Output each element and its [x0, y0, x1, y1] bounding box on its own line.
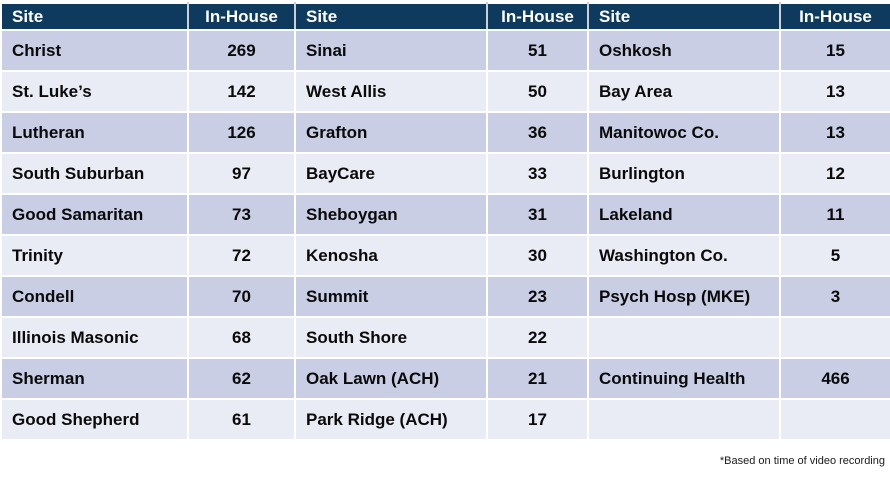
table-row	[1, 30, 890, 71]
column-header-inhouse: In-House	[780, 3, 890, 30]
site-cell: South Shore	[295, 317, 487, 358]
value-cell: 33	[487, 153, 588, 194]
table-row	[1, 358, 890, 399]
site-cell: Bay Area	[588, 71, 780, 112]
value-cell: 62	[188, 358, 295, 399]
site-cell: Illinois Masonic	[1, 317, 188, 358]
site-cell: St. Luke’s	[1, 71, 188, 112]
value-cell: 22	[487, 317, 588, 358]
value-cell: 73	[188, 194, 295, 235]
column-header-inhouse: In-House	[487, 3, 588, 30]
site-cell: Good Shepherd	[1, 399, 188, 440]
site-cell: Washington Co.	[588, 235, 780, 276]
value-cell	[780, 399, 890, 440]
value-cell: 70	[188, 276, 295, 317]
site-cell: Oak Lawn (ACH)	[295, 358, 487, 399]
value-cell: 11	[780, 194, 890, 235]
table-row	[1, 153, 890, 194]
site-cell: Summit	[295, 276, 487, 317]
value-cell: 50	[487, 71, 588, 112]
footnote: *Based on time of video recording	[719, 455, 885, 467]
value-cell: 72	[188, 235, 295, 276]
value-cell: 142	[188, 71, 295, 112]
value-cell	[780, 317, 890, 358]
site-cell: Park Ridge (ACH)	[295, 399, 487, 440]
value-cell: 31	[487, 194, 588, 235]
value-cell: 51	[487, 30, 588, 71]
site-cell: Trinity	[1, 235, 188, 276]
site-cell: Psych Hosp (MKE)	[588, 276, 780, 317]
value-cell: 126	[188, 112, 295, 153]
column-header-site: Site	[588, 3, 780, 30]
table-row	[1, 112, 890, 153]
site-cell: Sheboygan	[295, 194, 487, 235]
column-header-site: Site	[295, 3, 487, 30]
site-cell: Continuing Health	[588, 358, 780, 399]
value-cell: 36	[487, 112, 588, 153]
table-row	[1, 194, 890, 235]
site-cell	[588, 317, 780, 358]
site-cell: Burlington	[588, 153, 780, 194]
site-cell: Kenosha	[295, 235, 487, 276]
value-cell: 97	[188, 153, 295, 194]
inhouse-census-table	[0, 2, 890, 441]
value-cell: 30	[487, 235, 588, 276]
site-cell	[588, 399, 780, 440]
site-cell: Good Samaritan	[1, 194, 188, 235]
value-cell: 23	[487, 276, 588, 317]
value-cell: 13	[780, 71, 890, 112]
table-header-row	[1, 3, 890, 30]
table-row	[1, 276, 890, 317]
value-cell: 68	[188, 317, 295, 358]
value-cell: 15	[780, 30, 890, 71]
table-row	[1, 399, 890, 440]
value-cell: 13	[780, 112, 890, 153]
site-cell: Sinai	[295, 30, 487, 71]
value-cell: 3	[780, 276, 890, 317]
site-cell: Christ	[1, 30, 188, 71]
value-cell: 12	[780, 153, 890, 194]
site-cell: BayCare	[295, 153, 487, 194]
site-cell: Lakeland	[588, 194, 780, 235]
value-cell: 61	[188, 399, 295, 440]
value-cell: 17	[487, 399, 588, 440]
table-row	[1, 317, 890, 358]
site-cell: Condell	[1, 276, 188, 317]
site-cell: South Suburban	[1, 153, 188, 194]
value-cell: 269	[188, 30, 295, 71]
table-body	[1, 30, 890, 440]
site-cell: Oshkosh	[588, 30, 780, 71]
value-cell: 21	[487, 358, 588, 399]
table-row	[1, 235, 890, 276]
column-header-site: Site	[1, 3, 188, 30]
value-cell: 466	[780, 358, 890, 399]
column-header-inhouse: In-House	[188, 3, 295, 30]
table-row	[1, 71, 890, 112]
site-cell: Sherman	[1, 358, 188, 399]
site-cell: West Allis	[295, 71, 487, 112]
site-cell: Manitowoc Co.	[588, 112, 780, 153]
site-cell: Lutheran	[1, 112, 188, 153]
value-cell: 5	[780, 235, 890, 276]
site-cell: Grafton	[295, 112, 487, 153]
